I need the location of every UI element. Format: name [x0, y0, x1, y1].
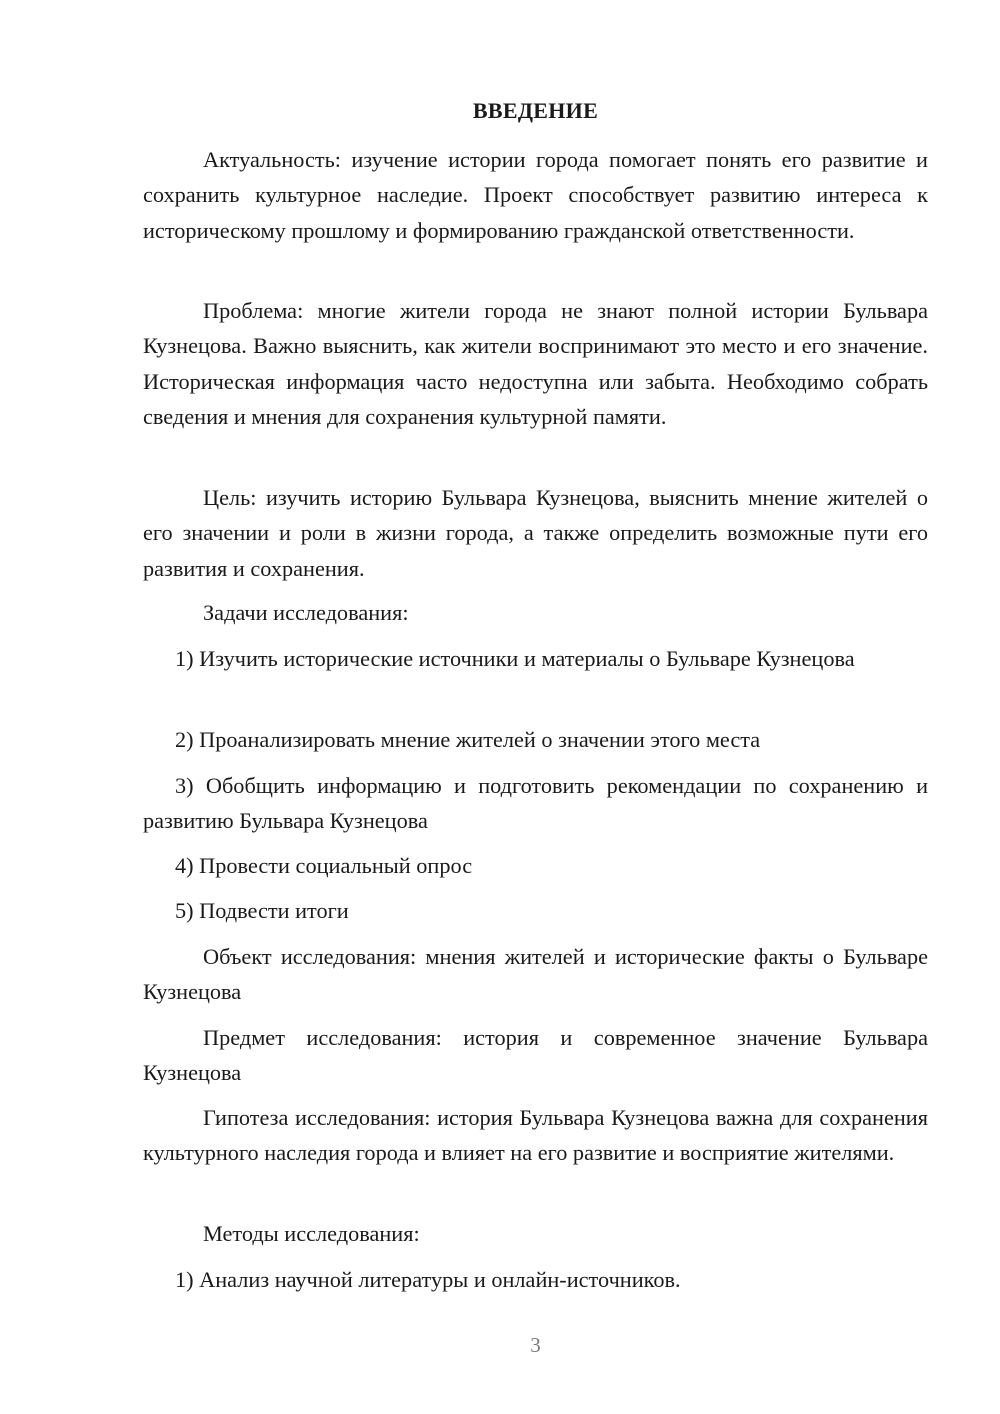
goal-paragraph: Цель: изучить историю Бульвара Кузнецова, выяснить мнение жителей о его значении и роли в жизни города, а также определить возможные пути его развития и сохранения.: [143, 485, 928, 581]
document-page: [143, 0, 928, 1414]
task-item-4: 4) Провести социальный опрос: [175, 853, 473, 878]
task-item-1: 1) Изучить исторические источники и материалы о Бульваре Кузнецова: [175, 646, 855, 671]
page-number: 3: [530, 1333, 541, 1357]
problem-paragraph: Проблема: многие жители города не знают полной истории Бульвара Кузнецова. Важно выяснить, как жители воспринимают это место и его значение. Историческая информация часто недоступна или забыта. Необходимо собрать сведения и мнения для сохранения культурной памяти.: [143, 298, 928, 430]
section-heading: ВВЕДЕНИЕ: [472, 98, 599, 123]
relevance-paragraph: Актуальность: изучение истории города помогает понять его развитие и сохранить культурное наследие. Проект способствует развитию интереса к историческому прошлому и формированию гражданской ответственности.: [143, 147, 928, 243]
object-paragraph: Объект исследования: мнения жителей и исторические факты о Бульваре Кузнецова: [143, 944, 928, 1005]
task-item-3: 3) Обобщить информацию и подготовить рекомендации по сохранению и развитию Бульвара Кузнецова: [143, 773, 928, 834]
subject-paragraph: Предмет исследования: история и современное значение Бульвара Кузнецова: [143, 1025, 928, 1086]
task-item-5: 5) Подвести итоги: [175, 898, 349, 923]
task-item-2: 2) Проанализировать мнение жителей о значении этого места: [175, 727, 761, 752]
methods-title: Методы исследования:: [203, 1221, 420, 1246]
hypothesis-paragraph: Гипотеза исследования: история Бульвара Кузнецова важна для сохранения культурного наследия города и влияет на его развитие и восприятие жителями.: [143, 1105, 928, 1166]
method-item-1: 1) Анализ научной литературы и онлайн-источников.: [175, 1267, 681, 1292]
tasks-title: Задачи исследования:: [203, 600, 409, 625]
